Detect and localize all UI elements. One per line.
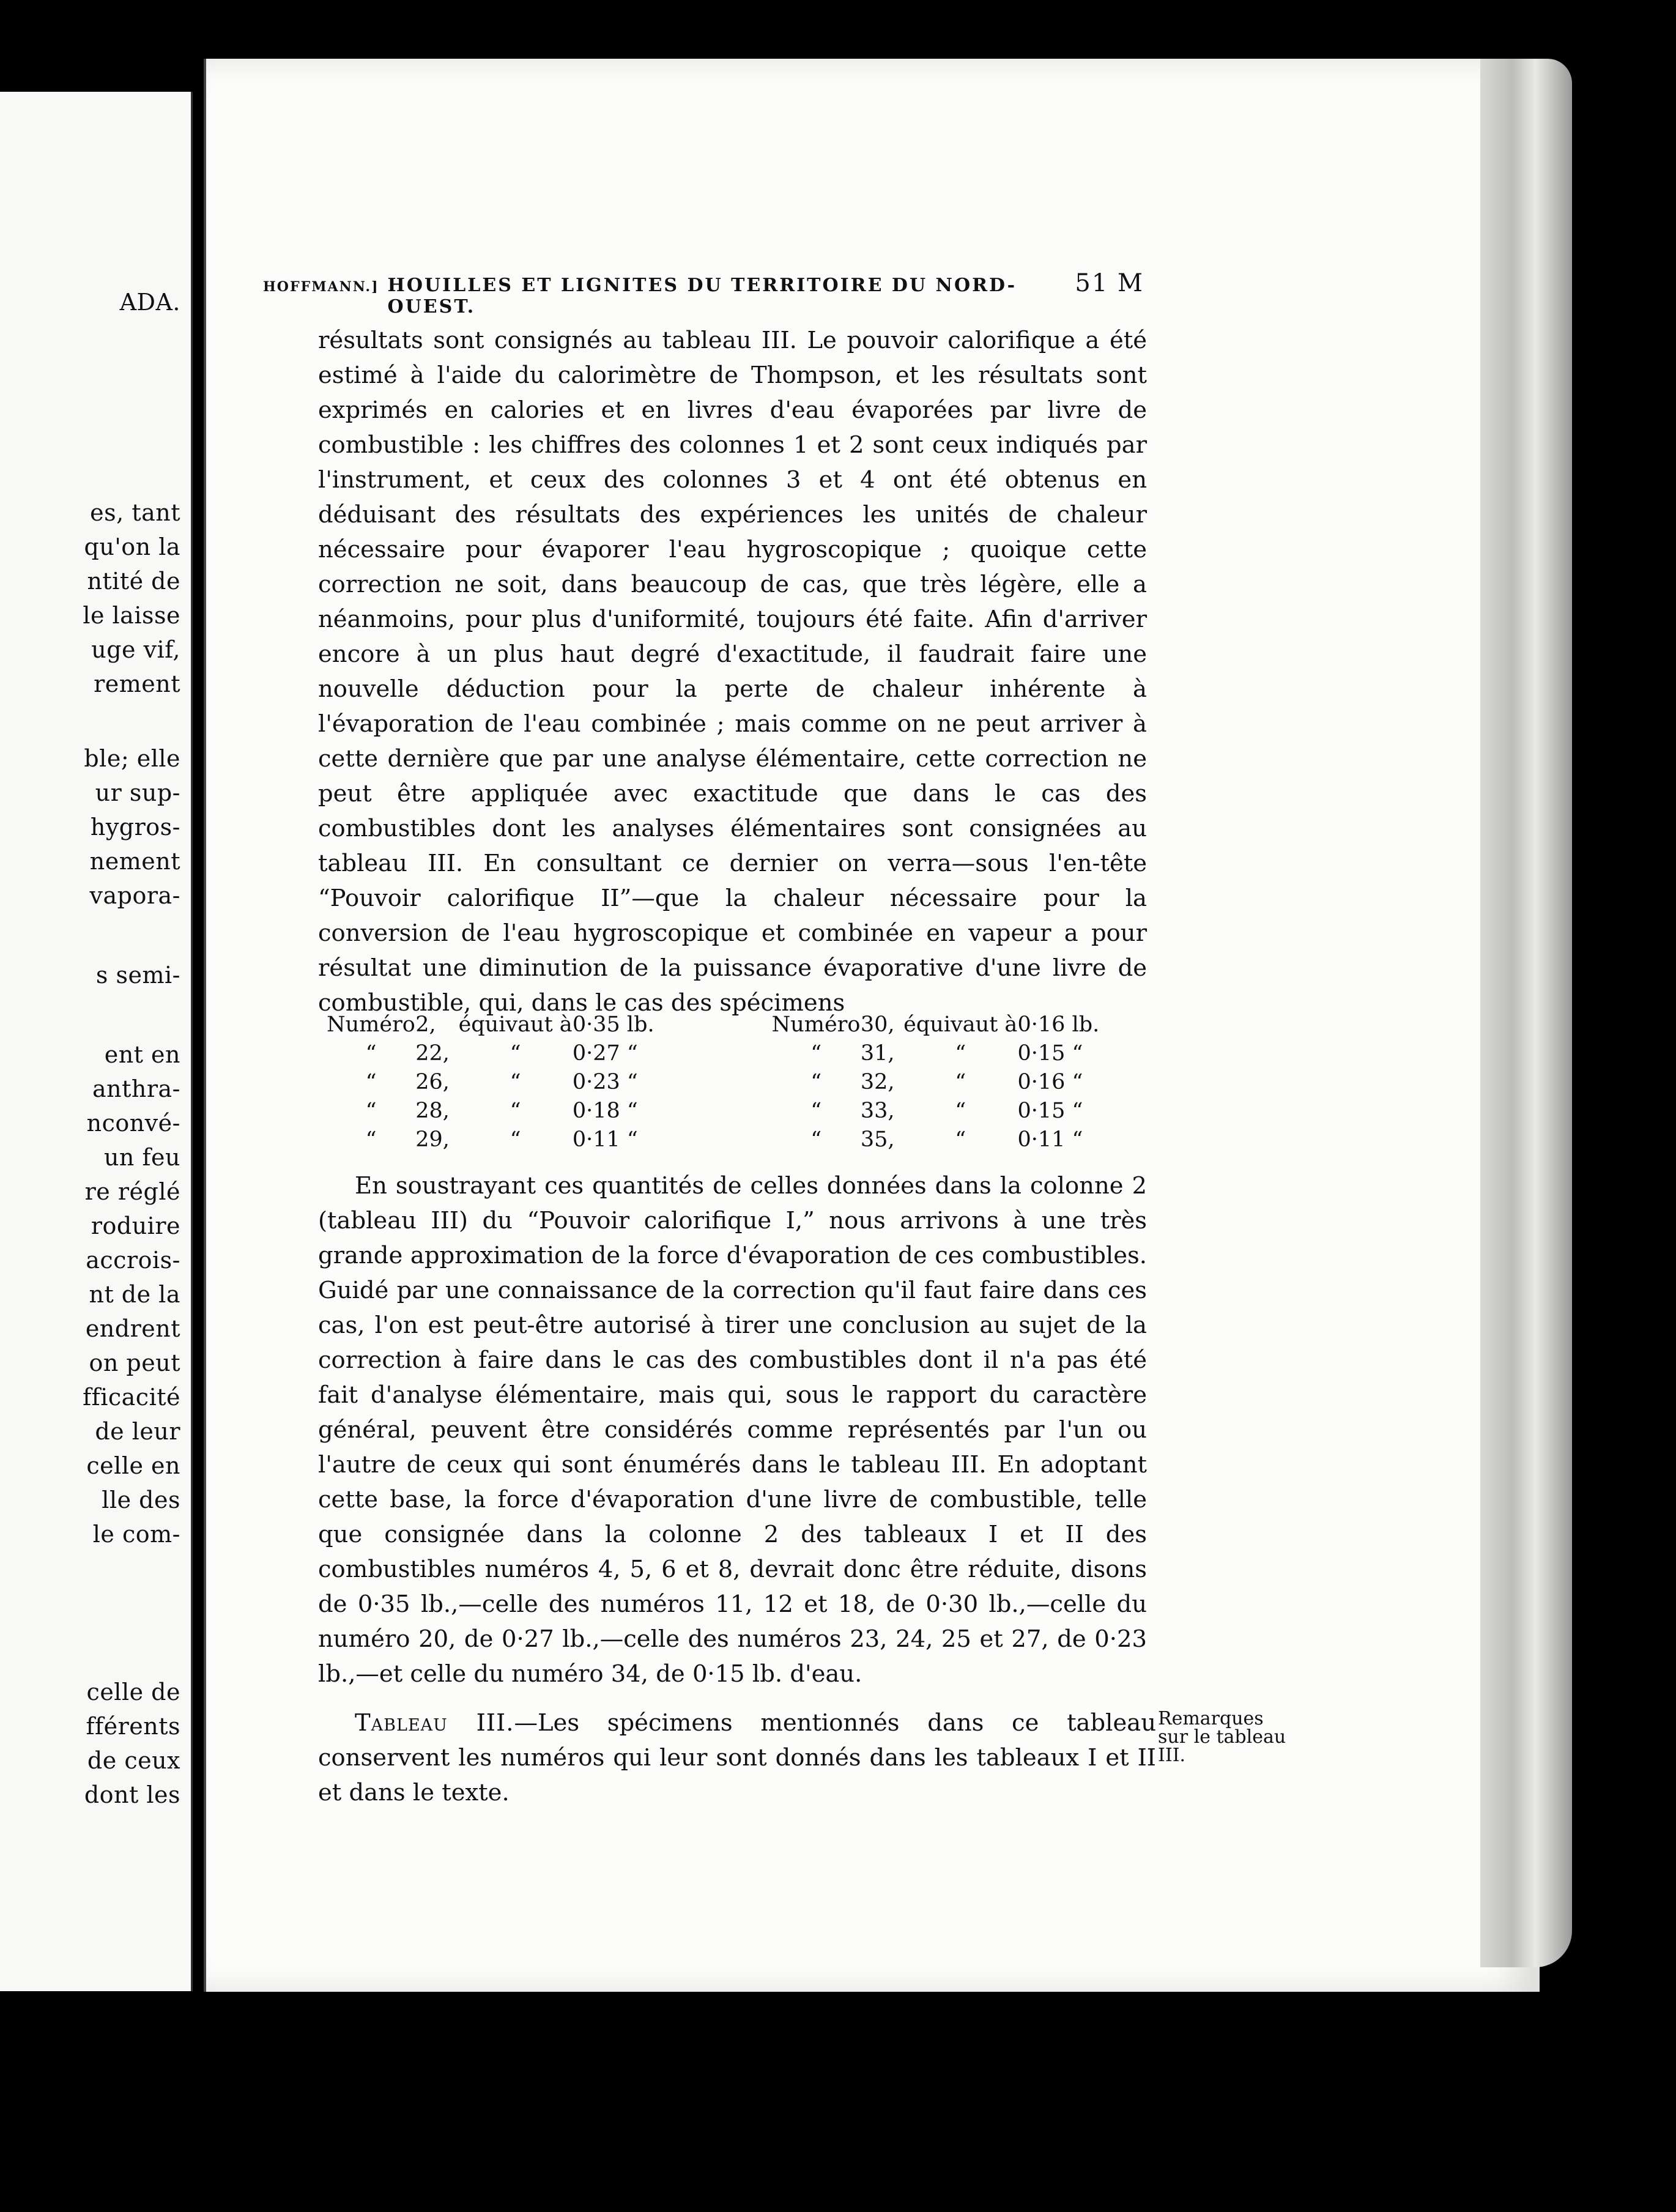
table-cell-l-label: “ <box>365 1070 377 1094</box>
table-cell-r-num: 31, <box>860 1041 895 1066</box>
table-cell-l-num: 22, <box>415 1041 450 1066</box>
left-page-line: nconvé- <box>86 1110 180 1137</box>
margin-note-line: sur le tableau <box>1158 1726 1286 1748</box>
table-cell-r-val: 0·15 “ <box>1017 1041 1083 1066</box>
margin-note-line: Remarques <box>1158 1708 1264 1729</box>
table-cell-r-ditto: “ <box>955 1041 966 1066</box>
left-page-line: le com- <box>92 1521 180 1548</box>
table-cell-l-label: “ <box>365 1041 377 1066</box>
left-page-line: hygros- <box>90 814 180 841</box>
table-cell-l-val: 0·11 “ <box>572 1127 638 1152</box>
left-page-line: es, tant <box>90 499 180 526</box>
left-page-line: le laisse <box>83 602 180 629</box>
header-author: HOFFMANN.] <box>263 279 379 295</box>
table-cell-r-label: Numéro <box>771 1012 861 1037</box>
table-cell-r-ditto: équivaut à <box>903 1012 1018 1037</box>
left-page-line: un feu <box>103 1144 180 1171</box>
paragraph-3 <box>318 1705 1156 1810</box>
left-page-line: on peut <box>89 1349 180 1376</box>
left-page-line: nt de la <box>89 1281 180 1308</box>
left-page-line: celle en <box>86 1452 180 1479</box>
table-gap <box>701 1039 771 1068</box>
left-page-line: anthra- <box>92 1075 180 1102</box>
left-page-line: de ceux <box>87 1747 180 1774</box>
left-page-line: ADA. <box>119 289 180 316</box>
table-cell-l-val: 0·35 lb. <box>572 1012 654 1037</box>
table-cell-l-ditto: “ <box>510 1127 521 1152</box>
left-page-line: uge vif, <box>91 636 180 663</box>
left-page-line: s semi- <box>95 962 180 989</box>
table-cell-r-val: 0·15 “ <box>1017 1099 1083 1123</box>
left-page-line: roduire <box>91 1212 180 1239</box>
table-row <box>327 1039 1140 1068</box>
table-cell-l-num: 2, <box>415 1012 436 1037</box>
table-cell-l-num: 28, <box>415 1099 450 1123</box>
table-gap <box>701 1011 771 1039</box>
table-row <box>327 1126 1140 1154</box>
evaporative-reduction-table <box>327 1011 1140 1154</box>
table-cell-l-label: “ <box>365 1099 377 1123</box>
table-cell-l-label: “ <box>365 1127 377 1152</box>
table-gap <box>701 1126 771 1154</box>
header-title: HOUILLES ET LIGNITES DU TERRITOIRE DU NORD-OUEST. <box>387 275 1017 317</box>
table-cell-l-val: 0·18 “ <box>572 1099 638 1123</box>
table-cell-r-num: 32, <box>860 1070 895 1094</box>
left-page-line: celle de <box>86 1679 180 1705</box>
left-page-line: ent en <box>104 1041 180 1068</box>
table-cell-r-label: “ <box>810 1099 822 1123</box>
paragraph-3-text: —Les spécimens mentionnés dans ce tableau conservent les numéros qui leur sont donnés dans les tableaux I et II et dans le texte. <box>318 1709 1156 1806</box>
table-gap <box>701 1068 771 1097</box>
table-cell-l-num: 29, <box>415 1127 450 1152</box>
table-cell-r-val: 0·16 “ <box>1017 1070 1083 1094</box>
table-cell-r-val: 0·16 lb. <box>1017 1012 1100 1037</box>
table-cell-r-ditto: “ <box>955 1070 966 1094</box>
left-page-line: re réglé <box>84 1178 180 1205</box>
left-page-line: dont les <box>84 1781 180 1808</box>
table-cell-r-ditto: “ <box>955 1127 966 1152</box>
table-iii-lead: Tableau III. <box>355 1709 514 1737</box>
paragraph-2: En soustrayant ces quantités de celles données dans la colonne 2 (tableau III) du “Pouvoir calorifique I,” nous arrivons à une très grande approximation de la force d'évaporation de ces combustibles. Guidé par une connaissance de la correction qu'il faut faire dans ces cas, l'on est peut-être autorisé à tirer une conclusion au sujet de la correction à faire dans le cas des combustibles dont il n'a pas été fait d'analyse élémentaire, mais qui, sous le rapport du caractère général, peuvent être considérés comme représentés par l'un ou l'autre de ceux qui sont énumérés dans le tableau III. En adoptant cette base, la force d'évaporation d'une livre de combustible, telle que consignée dans la colonne 2 des tableaux I et II des combustibles numéros 4, 5, 6 et 8, devrait donc être réduite, disons de 0·35 lb.,—celle des numéros 11, 12 et 18, de 0·30 lb.,—celle du numéro 20, de 0·27 lb.,—celle des numéros 23, 24, 25 et 27, de 0·23 lb.,—et celle du numéro 34, de 0·15 lb. d'eau. <box>318 1172 1147 1688</box>
table-row <box>327 1097 1140 1126</box>
left-page-line: fférents <box>86 1713 180 1740</box>
table-gap <box>701 1097 771 1126</box>
paragraph-1: résultats sont consignés au tableau III. Le pouvoir calorifique a été estimé à l'aide du calorimètre de Thompson, et les résultats sont exprimés en calories et en livres d'eau évaporées par livre de combustible : les chiffres des colonnes 1 et 2 sont ceux indiqués par l'instrument, et ceux des colonnes 3 et 4 ont été obtenus en déduisant des résultats des expériences les unités de chaleur nécessaire pour évaporer l'eau hygroscopique ; quoique cette correction ne soit, dans beaucoup de cas, que très légère, elle a néanmoins, pour plus d'uniformité, toujours été faite. Afin d'arriver encore à un plus haut degré d'exactitude, il faudrait faire une nouvelle déduction pour la perte de chaleur inhérente à l'évaporation de l'eau combinée ; mais comme on ne peut arriver à cette dernière que par une analyse élémentaire, cette correction ne peut être appliquée avec exactitude que dans le cas des combustibles dont les analyses élémentaires sont consignées au tableau III. En consultant ce dernier on verra—sous l'en-tête “Pouvoir calorifique II”—que la chaleur nécessaire pour la conversion de l'eau hygroscopique et combinée en vapeur a pour résultat une diminution de la puissance évaporative d'une livre de combustible, qui, dans le cas des spécimens <box>318 327 1147 1017</box>
table-cell-l-num: 26, <box>415 1070 450 1094</box>
table-cell-l-val: 0·23 “ <box>572 1070 638 1094</box>
table-cell-r-label: “ <box>810 1070 822 1094</box>
left-page-line: ble; elle <box>84 745 180 772</box>
margin-note-line: III. <box>1158 1745 1186 1766</box>
running-header <box>263 269 1144 317</box>
table-cell-r-label: “ <box>810 1041 822 1066</box>
margin-note <box>1158 1710 1317 1765</box>
table-row <box>327 1068 1140 1097</box>
left-page-line: fficacité <box>83 1384 180 1411</box>
page-number: 51 M <box>1075 269 1144 297</box>
table-cell-l-val: 0·27 “ <box>572 1041 638 1066</box>
table-cell-r-num: 35, <box>860 1127 895 1152</box>
left-page-line: vapora- <box>89 882 180 909</box>
table-cell-r-num: 30, <box>860 1012 895 1037</box>
table-cell-r-ditto: “ <box>955 1099 966 1123</box>
left-page-line: nement <box>89 848 180 875</box>
left-page-line: de leur <box>95 1418 180 1445</box>
table-cell-l-ditto: “ <box>510 1099 521 1123</box>
table-cell-r-num: 33, <box>860 1099 895 1123</box>
left-page-line: endrent <box>85 1315 180 1342</box>
table-cell-l-ditto: équivaut à <box>458 1012 573 1037</box>
table-cell-r-val: 0·11 “ <box>1017 1127 1083 1152</box>
table-row <box>327 1011 1140 1039</box>
table-cell-l-label: Numéro <box>327 1012 415 1037</box>
table-cell-l-ditto: “ <box>510 1070 521 1094</box>
left-page-line: ur sup- <box>95 779 180 806</box>
table-cell-l-ditto: “ <box>510 1041 521 1066</box>
left-page-line: lle des <box>102 1486 180 1513</box>
left-page-line: accrois- <box>86 1247 180 1274</box>
table-cell-r-label: “ <box>810 1127 822 1152</box>
page-edge-fold <box>1480 59 1572 1967</box>
left-page-line: rement <box>94 670 180 697</box>
left-page-line: ntité de <box>87 568 180 595</box>
left-page-line: qu'on la <box>84 533 180 560</box>
